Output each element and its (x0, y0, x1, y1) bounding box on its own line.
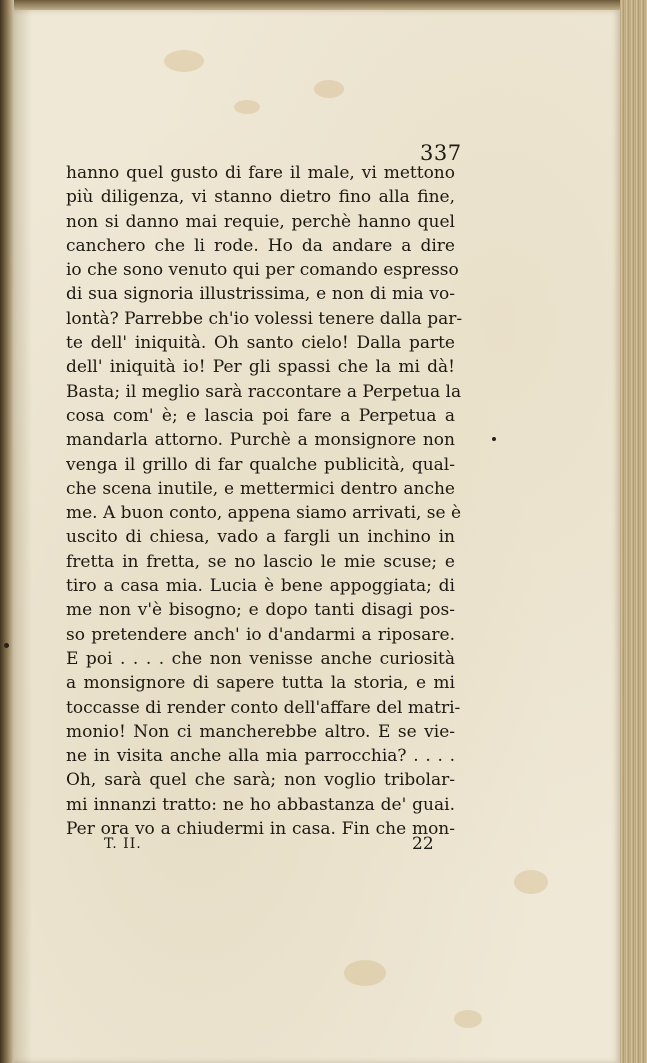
text-line: tiro a casa mia. Lucia è bene appoggiata; di (66, 576, 455, 597)
text-line: mandarla attorno. Purchè a monsignore non (66, 430, 455, 451)
text-line: monio! Non ci mancherebbe altro. E se vie- (66, 721, 455, 742)
top-page-edge (14, 0, 620, 10)
ink-speck (492, 437, 496, 441)
text-line: cosa com' è; e lascia poi fare a Perpetua a (66, 405, 455, 426)
text-line: me non v'è bisogno; e dopo tanti disagi pos- (66, 600, 455, 621)
foxing-stain (234, 100, 260, 114)
facing-page-edge (0, 0, 14, 1063)
text-line: E poi . . . . che non venisse anche curiosità (66, 648, 455, 669)
text-line: dell' iniquità io! Per gli spassi che la mi dà! (66, 357, 455, 378)
text-line: canchero che li rode. Ho da andare a dire (66, 235, 455, 256)
body-text (66, 161, 463, 841)
page-number: 337 (420, 141, 462, 165)
text-line: mi innanzi tratto: ne ho abbastanza de' guai. (66, 794, 455, 815)
foxing-stain (514, 870, 548, 894)
text-line: venga il grillo di far qualche publicità, qual- (66, 454, 455, 475)
foxing-stain (344, 960, 386, 986)
text-line: ne in visita anche alla mia parrocchia? . . . . (66, 746, 455, 767)
text-line: uscito di chiesa, vado a fargli un inchino in (66, 527, 455, 548)
foxing-stain (164, 50, 204, 72)
text-line: Basta; il meglio sarà raccontare a Perpetua la (66, 381, 462, 402)
foxing-stain (314, 80, 344, 98)
text-line: toccasse di render conto dell'affare del matri- (66, 697, 461, 718)
ink-speck (4, 643, 9, 648)
volume-signature: T. II. (104, 836, 142, 852)
text-line: me. A buon conto, appena siamo arrivati, se è (66, 503, 462, 524)
text-line: fretta in fretta, se no lascio le mie scuse; e (66, 551, 455, 572)
text-line: lontà? Parrebbe ch'io volessi tenere dalla par- (66, 308, 463, 329)
text-line: te dell' iniquità. Oh santo cielo! Dalla parte (66, 333, 455, 354)
text-line: Oh, sarà quel che sarà; non voglio tribolar- (66, 770, 455, 791)
text-line: di sua signoria illustrissima, e non di mia vo- (66, 284, 455, 305)
text-line: io che sono venuto qui per comando espresso (66, 260, 459, 281)
foxing-stain (454, 1010, 482, 1028)
text-line: più diligenza, vi stanno dietro fino alla fine, (66, 187, 455, 208)
text-line: non si danno mai requie, perchè hanno quel (66, 211, 455, 232)
text-line: a monsignore di sapere tutta la storia, e mi (66, 673, 455, 694)
text-line: che scena inutile, e mettermici dentro anche (66, 478, 455, 499)
text-line: hanno quel gusto di fare il male, vi mettono (66, 163, 455, 183)
gathering-number: 22 (412, 834, 434, 854)
text-line: so pretendere anch' io d'andarmi a riposare. (66, 624, 455, 645)
text-line: Per ora vo a chiudermi in casa. Fin che mon- (66, 819, 455, 840)
page-stack-edge (620, 0, 647, 1063)
